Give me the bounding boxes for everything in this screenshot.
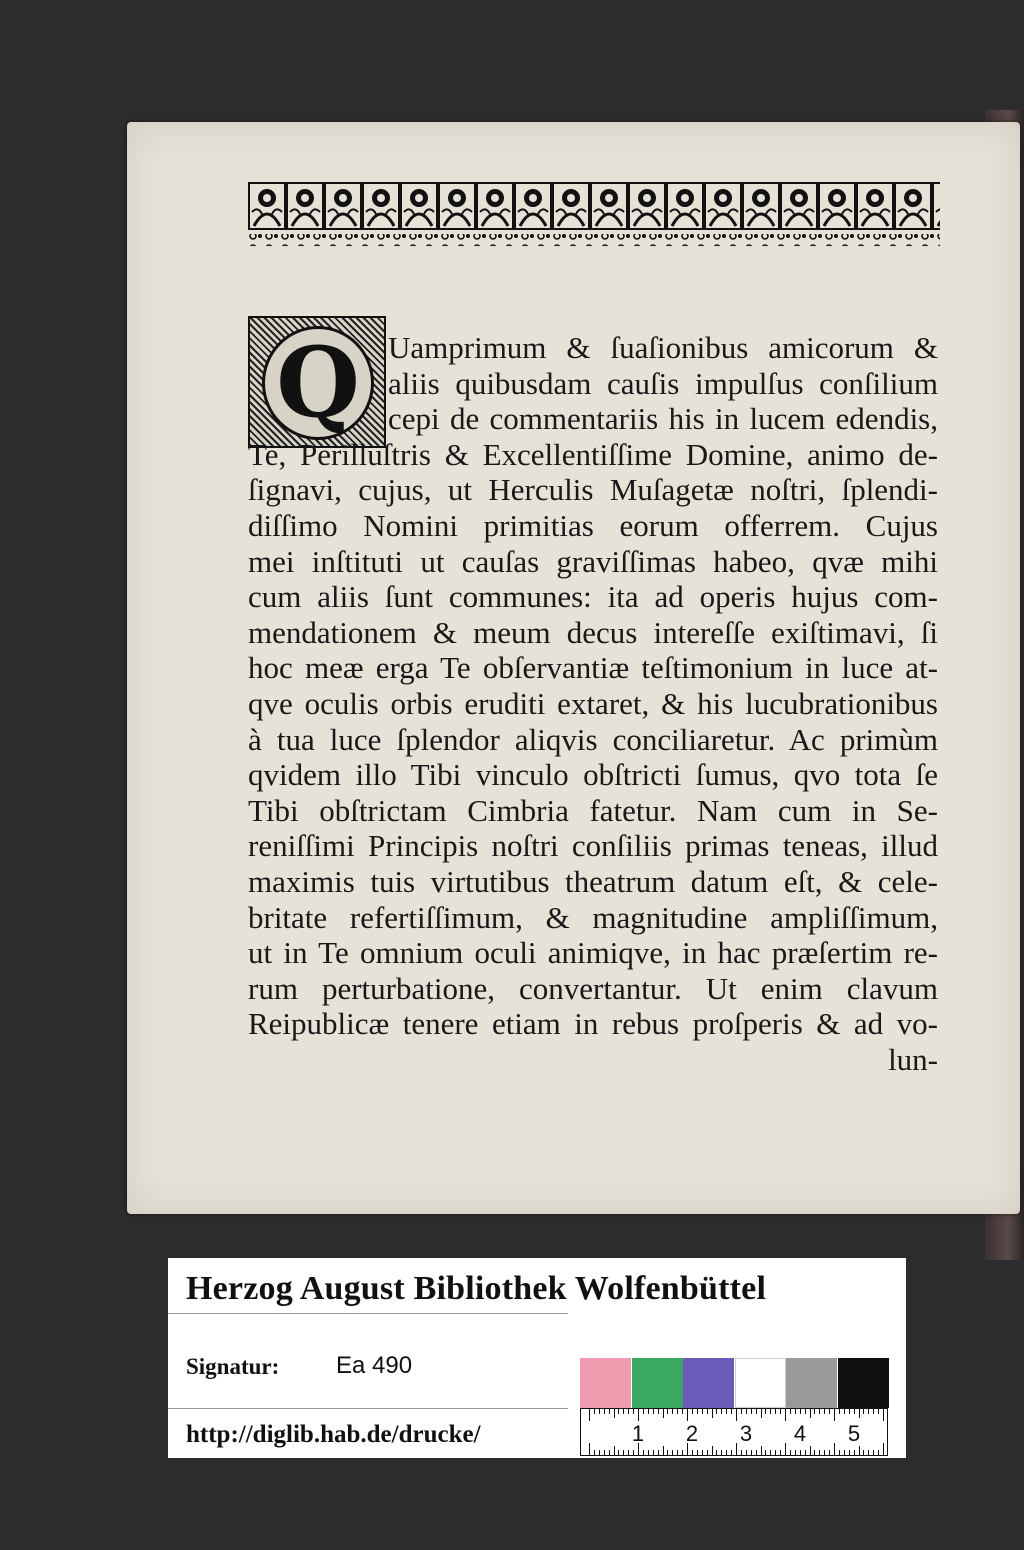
ruler-tick (618, 1450, 619, 1455)
text-line: ſignavi, cujus, ut Herculis Muſagetæ noſtri, ſplendi- (248, 472, 938, 508)
ruler-tick (819, 1409, 820, 1414)
ruler-tick (716, 1450, 717, 1455)
ruler-tick (878, 1409, 879, 1414)
ruler-tick (692, 1450, 693, 1455)
ruler-number: 3 (739, 1421, 753, 1446)
ruler-tick (677, 1450, 678, 1455)
text-line: mei inſtituti ut cauſas graviſſimas habeo, qvæ mihi (248, 543, 938, 579)
ruler-tick (663, 1409, 664, 1418)
body-text (248, 326, 938, 1077)
ruler-tick (829, 1450, 830, 1455)
ruler-tick (726, 1450, 727, 1455)
ruler-tick (765, 1409, 766, 1414)
ruler-tick (761, 1409, 762, 1418)
text-line: ut in Te omnium oculi animiqve, in hac præſertim re- (248, 935, 938, 971)
color-swatch (683, 1358, 734, 1408)
ruler-tick (712, 1446, 713, 1455)
ruler-tick (775, 1409, 776, 1414)
ruler-tick (672, 1450, 673, 1455)
ruler-tick (697, 1409, 698, 1414)
ruler-number: 4 (793, 1421, 807, 1446)
ruler-tick (653, 1409, 654, 1414)
ruler-tick (770, 1409, 771, 1414)
color-swatch (786, 1358, 837, 1408)
color-swatch (735, 1358, 786, 1408)
ruler-tick (775, 1450, 776, 1455)
ruler-tick (697, 1450, 698, 1455)
ruler-tick (707, 1409, 708, 1414)
ornament-band-icon (248, 182, 940, 298)
ruler-tick (623, 1450, 624, 1455)
ruler-tick (780, 1409, 781, 1414)
ruler-tick (604, 1450, 605, 1455)
ruler-tick (628, 1409, 629, 1414)
text-line: diſſimo Nomini primitias eorum offerrem. Cujus (248, 507, 938, 543)
ruler-tick (751, 1450, 752, 1455)
library-card (168, 1258, 906, 1458)
ruler-tick (643, 1450, 644, 1455)
ruler-tick (721, 1450, 722, 1455)
ruler-tick (648, 1450, 649, 1455)
library-url: http://diglib.hab.de/drucke/ (186, 1421, 481, 1448)
text-line: reniſſimi Principis noſtri conſiliis primas teneas, illud (248, 828, 938, 864)
ruler-tick (692, 1409, 693, 1414)
ruler-tick (609, 1450, 610, 1455)
text-line: britate refertiſſimum, & magnitudine ampliſſimum, (248, 899, 938, 935)
ruler-tick (868, 1450, 869, 1455)
text-line: maximis tuis virtutibus theatrum datum eſt, & cele- (248, 863, 938, 899)
ruler-tick (800, 1450, 801, 1455)
ruler-tick (883, 1443, 884, 1455)
text-line: cepi de commentariis his in lucem edendis, (388, 401, 938, 437)
ruler-tick (854, 1450, 855, 1455)
ruler-tick (756, 1409, 757, 1414)
ruler-tick (658, 1409, 659, 1414)
text-line: hoc meæ erga Te obſervantiæ teſtimonium in luce at- (248, 650, 938, 686)
text-line: aliis quibusdam cauſis impulſus conſilium (388, 365, 938, 401)
ruler-number: 5 (847, 1421, 861, 1446)
ruler-tick (736, 1409, 737, 1421)
ruler-tick (814, 1450, 815, 1455)
ruler-tick (805, 1450, 806, 1455)
ruler-tick (785, 1409, 786, 1421)
ruler-tick (814, 1409, 815, 1414)
ruler-tick (873, 1409, 874, 1414)
ruler-tick (702, 1409, 703, 1414)
text-line: qvidem illo Tibi vinculo obſtricti ſumus, qvo tota ſe (248, 757, 938, 793)
text-line: mendationem & meum decus intereſſe exiſtimavi, ſi (248, 614, 938, 650)
color-swatch (632, 1358, 683, 1408)
ruler-tick (829, 1409, 830, 1414)
ruler-tick (805, 1409, 806, 1414)
ruler-tick (663, 1446, 664, 1455)
ruler-tick (682, 1450, 683, 1455)
ruler-tick (810, 1446, 811, 1455)
ruler-tick (770, 1450, 771, 1455)
ruler-tick (618, 1409, 619, 1414)
ruler-tick (658, 1450, 659, 1455)
ruler-number: 1 (631, 1421, 645, 1446)
initial-letter: Q (276, 326, 360, 439)
ruler-tick (594, 1450, 595, 1455)
signatur-label: Signatur: (186, 1354, 280, 1379)
text-line: qve oculis orbis eruditi extaret, & his lucubrationibus (248, 685, 938, 721)
ruler-tick (638, 1409, 639, 1421)
ruler-tick (609, 1409, 610, 1414)
ruler-tick (599, 1450, 600, 1455)
ruler-tick (844, 1409, 845, 1414)
text-line: Te, Perilluſtris & Excellentiſſime Domine, animo de- (248, 436, 938, 472)
ruler-tick (726, 1409, 727, 1414)
ruler-tick (736, 1443, 737, 1455)
measurement-ruler (580, 1408, 888, 1456)
ruler-tick (677, 1409, 678, 1414)
ruler-tick (628, 1450, 629, 1455)
ruler-number: 2 (685, 1421, 699, 1446)
ruler-tick (868, 1409, 869, 1414)
ruler-tick (849, 1409, 850, 1414)
text-line: rum perturbatione, convertantur. Ut enim clavum (248, 970, 938, 1006)
ruler-tick (702, 1450, 703, 1455)
ruler-tick (633, 1409, 634, 1414)
ruler-tick (721, 1409, 722, 1414)
ruler-tick (854, 1409, 855, 1414)
ruler-tick (878, 1450, 879, 1455)
color-swatch (838, 1358, 889, 1408)
ruler-tick (643, 1409, 644, 1414)
text-line: à tua luce ſplendor aliqvis conciliaretur. Ac primùm (248, 721, 938, 757)
ruler-tick (604, 1409, 605, 1414)
ruler-tick (741, 1409, 742, 1414)
ruler-tick (849, 1450, 850, 1455)
ruler-tick (746, 1409, 747, 1414)
ruler-tick (780, 1450, 781, 1455)
ruler-tick (672, 1409, 673, 1414)
catchword: lun- (888, 1041, 938, 1077)
ruler-tick (687, 1409, 688, 1421)
ruler-tick (761, 1446, 762, 1455)
ruler-tick (834, 1443, 835, 1455)
ruler-tick (746, 1450, 747, 1455)
ruler-tick (790, 1450, 791, 1455)
ruler-tick (623, 1409, 624, 1414)
ruler-tick (751, 1409, 752, 1414)
ruler-tick (834, 1409, 835, 1421)
text-line: Reipublicæ tenere etiam in rebus proſperis & ad vo- (248, 1006, 938, 1042)
ruler-tick (785, 1443, 786, 1455)
color-swatch (580, 1358, 631, 1408)
ruler-tick (716, 1409, 717, 1414)
ruler-tick (712, 1409, 713, 1418)
ruler-tick (589, 1443, 590, 1455)
text-line: cum aliis ſunt communes: ita ad operis hujus com- (248, 579, 938, 615)
ruler-tick (667, 1409, 668, 1414)
ruler-tick (863, 1409, 864, 1414)
ruler-tick (667, 1450, 668, 1455)
ruler-tick (810, 1409, 811, 1418)
ruler-tick (633, 1450, 634, 1455)
ruler-tick (648, 1409, 649, 1414)
ruler-tick (731, 1409, 732, 1414)
ruler-tick (614, 1409, 615, 1418)
ruler-tick (790, 1409, 791, 1414)
ruler-tick (839, 1450, 840, 1455)
ruler-tick (614, 1446, 615, 1455)
ruler-tick (839, 1409, 840, 1414)
ruler-tick (707, 1450, 708, 1455)
library-title: Herzog August Bibliothek Wolfenbüttel (186, 1270, 767, 1307)
ruler-tick (863, 1450, 864, 1455)
ruler-tick (859, 1409, 860, 1418)
ruler-tick (795, 1409, 796, 1414)
url-rule (168, 1408, 568, 1409)
ruler-tick (873, 1450, 874, 1455)
ruler-tick (741, 1450, 742, 1455)
ruler-tick (819, 1450, 820, 1455)
ruler-tick (731, 1450, 732, 1455)
signatur-value: Ea 490 (336, 1352, 413, 1379)
ruler-tick (859, 1446, 860, 1455)
ruler-tick (682, 1409, 683, 1414)
ruler-tick (883, 1409, 884, 1421)
title-rule (168, 1313, 568, 1314)
ruler-tick (756, 1450, 757, 1455)
text-line: Tibi obſtrictam Cimbria fatetur. Nam cum in Se- (248, 792, 938, 828)
ruler-tick (589, 1409, 590, 1421)
ruler-tick (800, 1409, 801, 1414)
ruler-tick (765, 1450, 766, 1455)
ruler-tick (824, 1409, 825, 1414)
ruler-tick (599, 1409, 600, 1414)
ruler-tick (795, 1450, 796, 1455)
ruler-tick (653, 1450, 654, 1455)
ruler-tick (844, 1450, 845, 1455)
ruler-tick (824, 1450, 825, 1455)
text-line: Uamprimum & ſuaſionibus amicorum & (388, 330, 938, 365)
ruler-tick (594, 1409, 595, 1414)
